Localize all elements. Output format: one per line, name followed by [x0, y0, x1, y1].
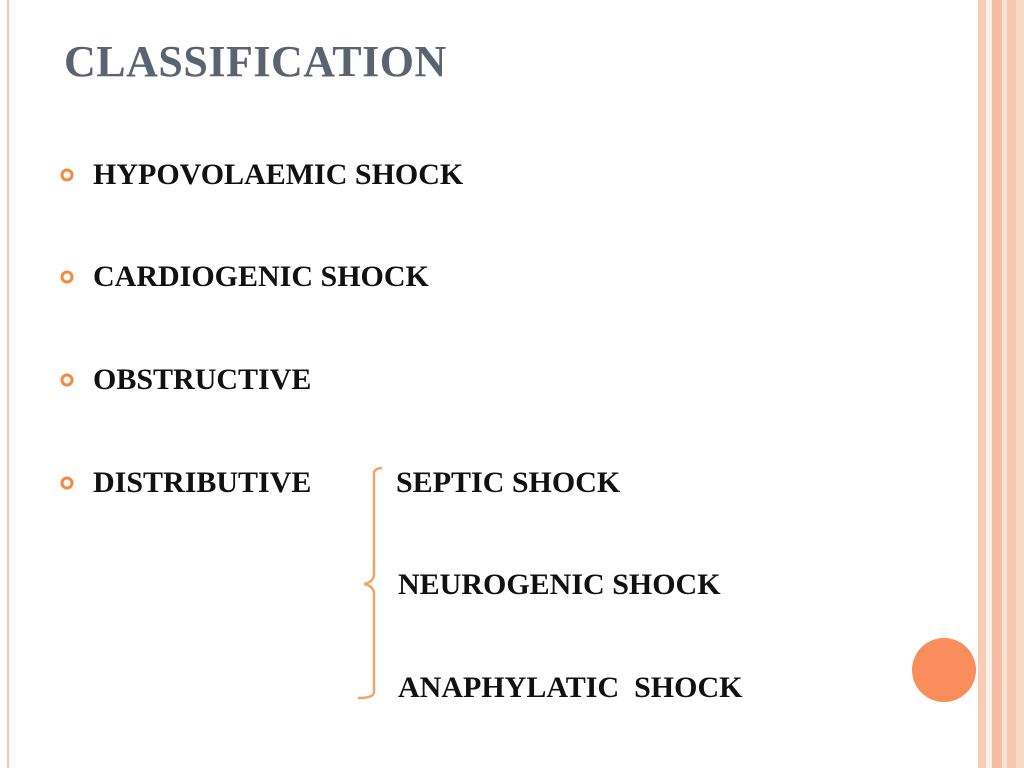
subtype-septic-shock: SEPTIC SHOCK	[396, 466, 621, 499]
orange-ring-bullet-icon	[60, 476, 74, 490]
orange-ring-bullet-icon	[60, 168, 74, 182]
stripe	[992, 0, 1002, 768]
curly-brace-icon	[352, 462, 386, 702]
bullet-label: OBSTRUCTIVE	[93, 363, 312, 396]
right-decorative-stripes	[978, 0, 1024, 768]
bullet-label: DISTRIBUTIVE	[93, 466, 312, 499]
bullet-label: HYPOVOLAEMIC SHOCK	[93, 158, 464, 191]
orange-ring-bullet-icon	[60, 373, 74, 387]
bullet-label: CARDIOGENIC SHOCK	[93, 260, 429, 293]
slide-title: CLASSIFICATION	[64, 37, 447, 86]
orange-ring-bullet-icon	[60, 270, 74, 284]
stripe	[978, 0, 986, 768]
stripe	[1016, 0, 1024, 768]
left-border-line	[7, 0, 9, 768]
subtype-anaphylatic-shock: ANAPHYLATIC SHOCK	[398, 671, 743, 704]
decorative-orange-circle	[912, 638, 976, 702]
subtype-neurogenic-shock: NEUROGENIC SHOCK	[398, 568, 721, 601]
stripe	[1007, 0, 1016, 768]
